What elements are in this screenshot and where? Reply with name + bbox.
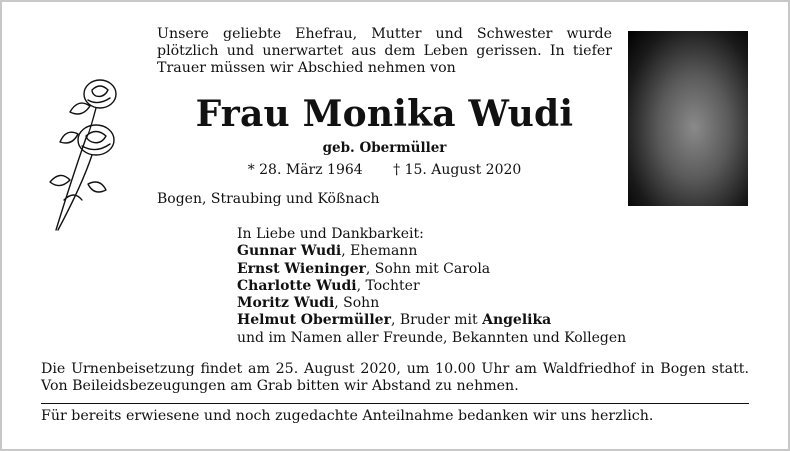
mourner-row: Charlotte Wudi, Tochter [237,277,420,294]
deceased-name: Frau Monika Wudi [195,93,574,135]
thanks-heading: In Liebe und Dankbarkeit: [237,226,424,242]
mourner-row: Ernst Wieninger, Sohn mit Carola [237,260,491,277]
closing-line: und im Namen aller Freunde, Bekannten und Kollegen [237,329,627,346]
mourner-row: Moritz Wudi, Sohn [237,295,380,312]
mourner-row: Gunnar Wudi, Ehemann [237,243,418,260]
rose-drawing-icon [30,72,130,232]
final-thanks: Für bereits erwiesene und noch zugedachte Anteilnahme bedanken wir uns herzlich. [41,408,654,424]
mourner-row: Helmut Obermüller, Bruder mit Angelika [237,312,552,329]
portrait-photo [628,31,748,206]
divider [41,403,749,404]
intro-text: Unsere geliebte Ehefrau, Mutter und Schwester wurde plötzlich und unerwartet aus dem Leben gerissen. In tiefer Trauer müssen wir Abschied nehmen von [157,26,612,76]
mourners-block [237,226,626,347]
ceremony-text: Die Urnenbeisetzung findet am 25. August 2020, um 10.00 Uhr am Waldfriedhof in Bogen statt. Von Beileidsbezeugungen am Grab bitten wir Abstand zu nehmen. [41,361,749,394]
birth-date: * 28. März 1964 [247,162,363,178]
maiden-name: geb. Obermüller [322,140,447,156]
death-date: † 15. August 2020 [393,162,522,178]
places-line: Bogen, Straubing und Kößnach [157,191,380,207]
life-dates [157,162,612,178]
